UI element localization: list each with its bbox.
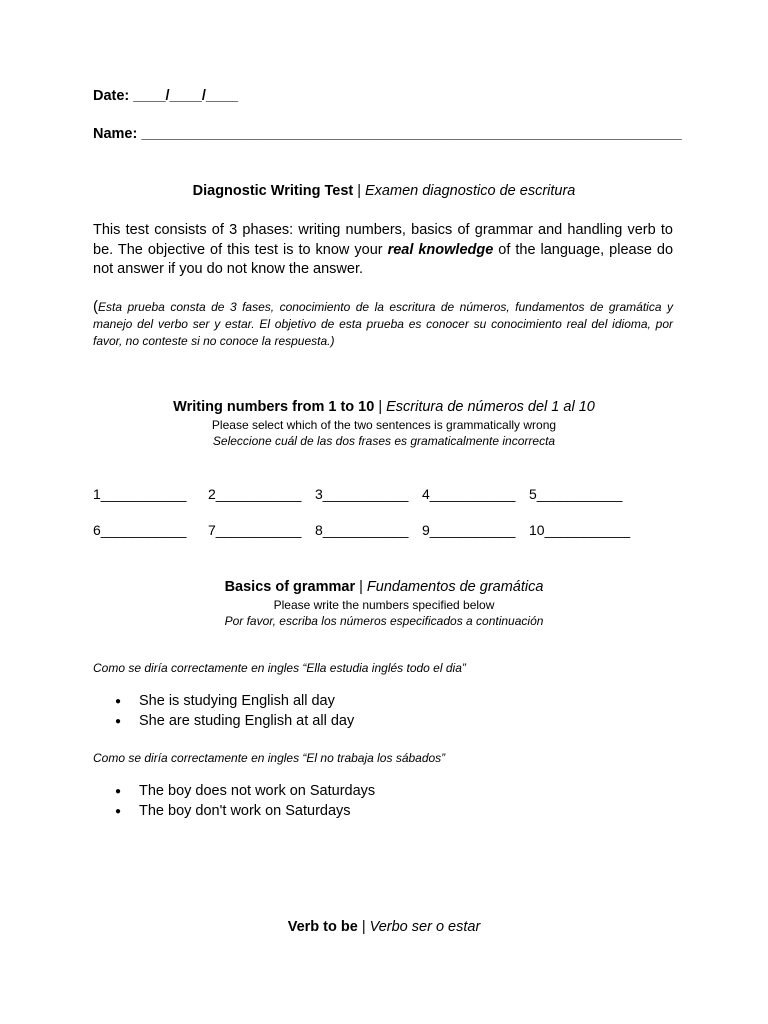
numbers-title-es: Escritura de números del 1 al 10 [386,399,595,415]
option-text: The boy don't work on Saturdays [139,802,351,819]
title-en: Diagnostic Writing Test [192,183,354,199]
numbers-instruction-en: Please select which of the two sentences is grammatically wrong [211,418,557,432]
grammar-title-en: Basics of grammar [224,579,356,595]
number-blank-10[interactable]: 10___________ [529,522,631,538]
date-blanks[interactable]: ____/____/____ [133,88,239,104]
number-blank-2[interactable]: 2___________ [208,486,302,502]
grammar-title-separator: | [359,579,363,595]
option-item[interactable] [115,712,354,732]
number-blank-1[interactable]: 1___________ [93,486,187,502]
number-row-2 [93,522,630,538]
section-verb-title [0,919,768,935]
grammar-title-es: Fundamentos de gramática [366,579,544,595]
option-text: She is studying English all day [139,693,335,709]
option-text: She are studing English at all day [139,712,355,729]
number-blank-8[interactable]: 8___________ [315,522,409,538]
bullet-icon: ● [115,805,122,817]
intro-es-open-paren: ( [93,298,98,315]
date-label: Date: [93,88,130,104]
option-item[interactable] [115,782,375,802]
verb-title-es: Verbo ser o estar [369,919,481,935]
number-blank-6[interactable]: 6___________ [93,522,187,538]
number-blank-7[interactable]: 7___________ [208,522,302,538]
title-es: Examen diagnostico de escritura [365,183,576,199]
number-blank-4[interactable]: 4___________ [422,486,516,502]
intro-text-part2: of the language, please do not answer if you do not know the answer. [93,241,674,277]
numbers-title-separator: | [378,399,383,415]
number-blank-5[interactable]: 5___________ [529,486,623,502]
name-label: Name: [93,126,138,142]
section-numbers-title [0,399,768,415]
question-1-options [115,692,354,731]
number-blank-3[interactable]: 3___________ [315,486,409,502]
number-row-1 [93,486,622,502]
name-blanks[interactable]: ___________________________________________________________________ [141,126,682,142]
bullet-icon: ● [115,786,122,797]
section-grammar-title [0,579,768,595]
intro-paragraph-es [93,298,673,350]
intro-emphasis: real knowledge [387,241,494,258]
verb-title-separator: | [361,919,366,935]
numbers-instruction-es: Seleccione cuál de las dos frases es gramaticalmente incorrecta [212,434,556,448]
date-line [93,88,238,104]
intro-es-text: Esta prueba consta de 3 fases, conocimiento de la escritura de números, fundamentos de gramática y manejo del verbo ser y estar. El objetivo de esta prueba es conocer su conocimiento real del idioma, por favor, no conteste si no conoce la respuesta.) [93,300,673,348]
bullet-icon: ● [115,696,122,707]
intro-text-part1: This test consists of 3 phases: writing numbers, basics of grammar and handling verb to be. The objective of this test is to know your [93,222,673,258]
title-separator: | [357,183,361,199]
number-blank-9[interactable]: 9___________ [422,522,516,538]
question-2-options [115,782,375,821]
option-item[interactable] [115,802,375,822]
question-2-prompt: Como se diría correctamente en ingles “El no trabaja los sábados” [93,751,446,765]
grammar-instruction-es: Por favor, escriba los números especificados a continuación [224,614,544,628]
grammar-instruction-en: Please write the numbers specified below [273,598,495,612]
document-title [0,183,768,199]
verb-title-en: Verb to be [287,919,358,935]
option-item[interactable] [115,692,354,712]
numbers-title-en: Writing numbers from 1 to 10 [173,399,375,415]
bullet-icon: ● [115,715,122,727]
intro-paragraph-en [93,221,673,280]
question-1-prompt: Como se diría correctamente en ingles “Ella estudia inglés todo el dia” [93,661,466,675]
name-line [93,126,682,142]
option-text: The boy does not work on Saturdays [139,783,376,799]
